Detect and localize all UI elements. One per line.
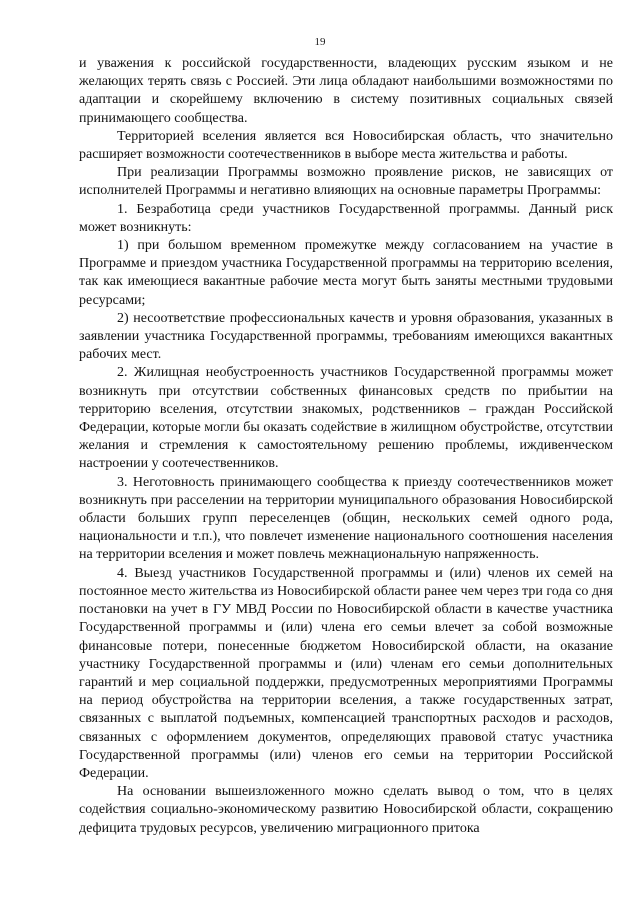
paragraph-2: Территорией вселения является вся Новосибирская область, что значительно расширяет возможности соотечественников в выборе места жительства и работы. <box>79 128 613 163</box>
paragraph-5: 1) при большом временном промежутке между согласованием на участие в Программе и приездом участника Государственной программы на территорию вселения, так как имеющиеся вакантные рабочие места могут быть заняты местными трудовыми ресурсами; <box>79 238 613 308</box>
paragraph-8: 3. Неготовность принимающего сообщества к приезду соотечественников может возникнуть при расселении на территории муниципального образования Новосибирской области больших групп переселенцев (общин, нескольких семей одного рода, национальности и т.п.), что повлечет изменение национального соотношения населения на территории вселения и может повлечь межнациональную напряженность. <box>79 474 613 563</box>
document-body <box>79 55 613 838</box>
paragraph-10: На основании вышеизложенного можно сделать вывод о том, что в целях содействия социально-экономическому развитию Новосибирской области, сокращению дефицита трудовых ресурсов, увеличению миграционного притока <box>79 784 613 836</box>
paragraph-1: и уважения к российской государственности, владеющих русским языком и не желающих терять связь с Россией. Эти лица обладают наибольшими возможностями по адаптации и скорейшему включению в систему позитивных социальных связей принимающего сообщества. <box>79 56 613 126</box>
paragraph-3: При реализации Программы возможно проявление рисков, не зависящих от исполнителей Программы и негативно влияющих на основные параметры Программы: <box>79 165 613 199</box>
paragraph-6: 2) несоответствие профессиональных качеств и уровня образования, указанных в заявлении участника Государственной программы, требованиям имеющихся вакантных рабочих мест. <box>79 310 613 363</box>
paragraph-4: 1. Безработица среди участников Государственной программы. Данный риск может возникнуть: <box>79 201 613 235</box>
page-number: 19 <box>314 36 326 48</box>
paragraph-7: 2. Жилищная необустроенность участников Государственной программы может возникнуть при отсутствии собственных финансовых средств по прибытии на территорию вселения, отсутствии знакомых, родственников – граждан Российской Федерации, которые могли бы оказать содействие в жилищном обустройстве, отсутствии желания и стремления к самостоятельному решению проблемы, иждивенческом настроении у соотечественников. <box>79 365 613 472</box>
paragraph-9: 4. Выезд участников Государственной программы и (или) членов их семей на постоянное место жительства из Новосибирской области ранее чем через три года со дня постановки на учет в ГУ МВД России по Новосибирской области в качестве участника Государственной программы и (или) члена его семьи влечет за собой возможные финансовые потери, понесенные бюджетом Новосибирской области, на оказание участнику Государственной программы и (или) членам его семьи дополнительных гарантий и мер социальной поддержки, предусмотренных мероприятиями Программы на период обустройства на территории вселения, а также государственных затрат, связанных с выплатой подъемных, компенсацией транспортных расходов и расходов, связанных с оформлением документов, определяющих правовой статус участника Государственной программы (или) членов его семьи на территории Российской Федерации. <box>79 565 613 781</box>
